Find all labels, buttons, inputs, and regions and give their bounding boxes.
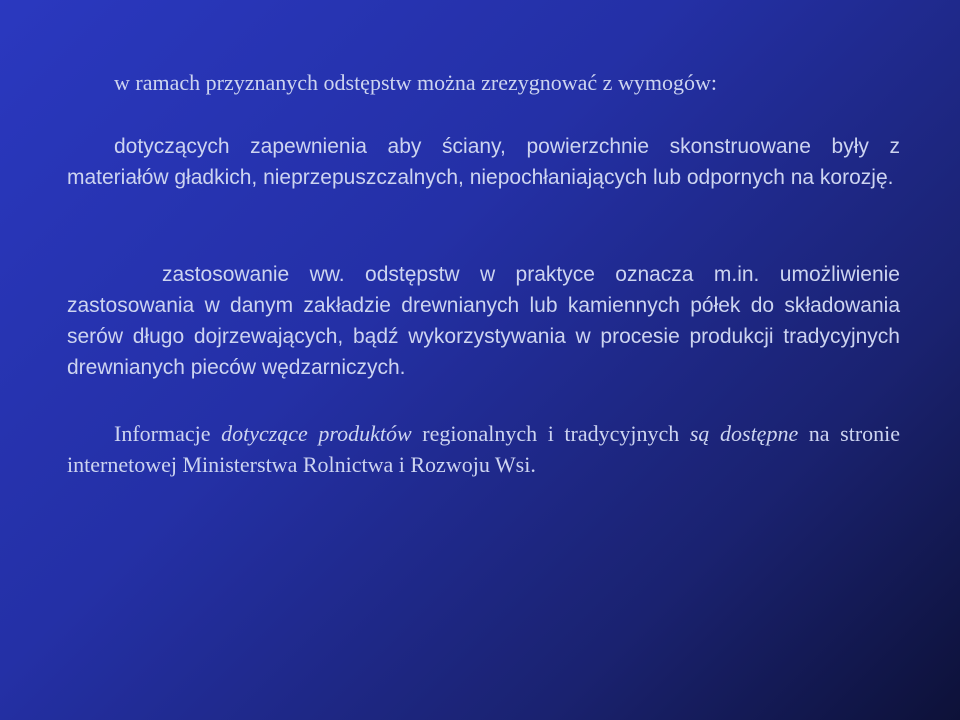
info-text <box>67 418 900 480</box>
info-text-italic-products: dotyczące produktów <box>221 421 412 446</box>
info-text-part1: Informacje <box>114 421 222 446</box>
intro-text: w ramach przyznanych odstępstw można zrezygnować z wymogów: <box>114 70 717 95</box>
info-text-part3: regionalnych i tradycyjnych <box>411 421 690 446</box>
info-text-part5: na stronie internetowej Ministerstwa Rolnictwa i Rozwoju Wsi. <box>67 421 901 477</box>
requirement-text: dotyczących zapewnienia aby ściany, powierzchnie skonstruowane były z materiałów gładkich, nieprzepuszczalnych, niepochłaniających lub odpornych na korozję. <box>67 135 900 189</box>
example-text: zastosowanie ww. odstępstw w praktyce oznacza m.in. umożliwienie zastosowania w danym zakładzie drewnianych lub kamiennych półek do składowania serów długo dojrzewających, bądź wykorzystywania w procesie produkcji tradycyjnych drewnianych pieców wędzarniczych. <box>67 263 900 379</box>
info-text-italic-available: są dostępne <box>689 421 799 446</box>
